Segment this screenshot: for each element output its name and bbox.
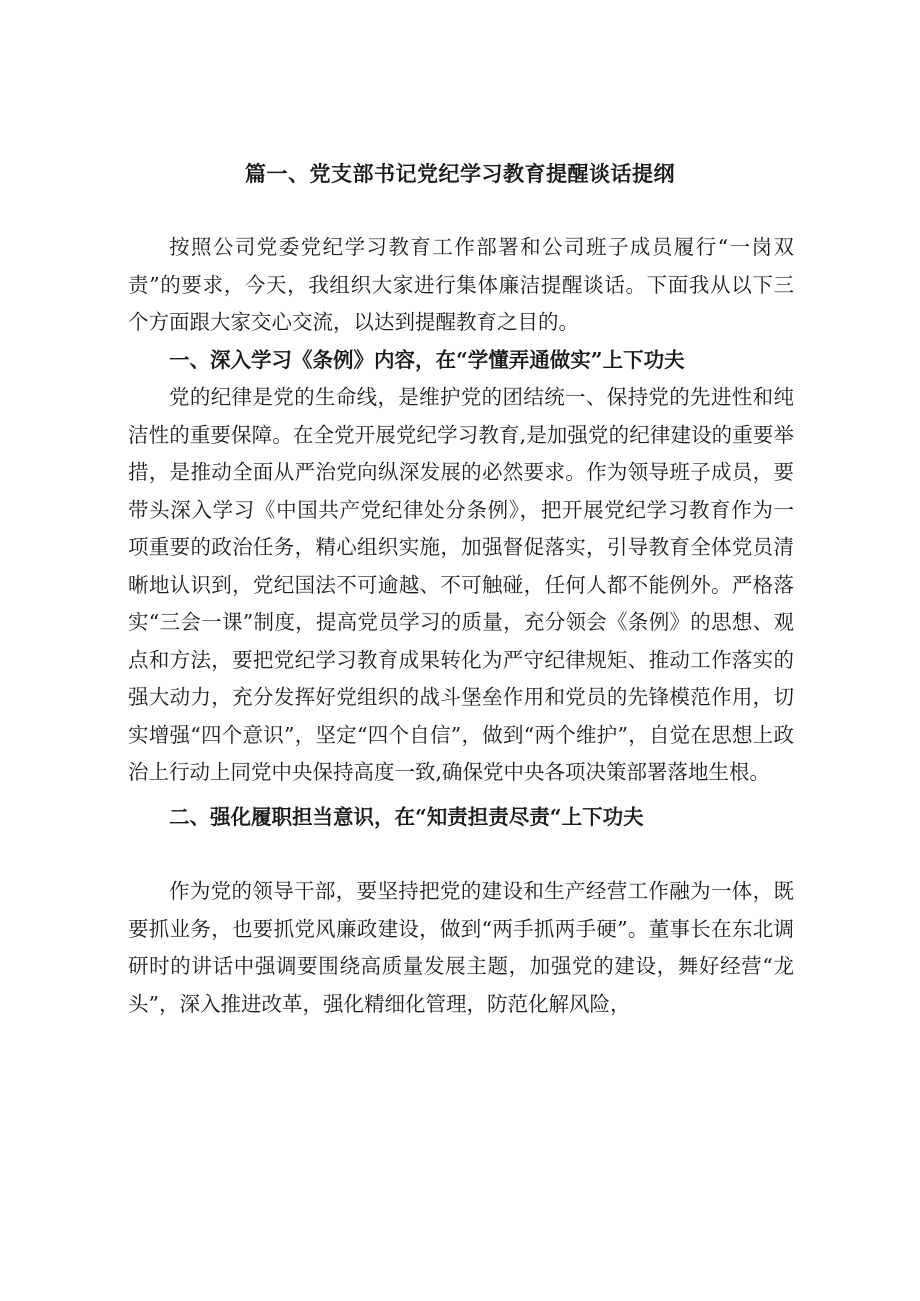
document-body (128, 229, 794, 1023)
section-heading-2: 二、强化履职担当意识，在“知责担责尽责“上下功夫 (169, 804, 644, 829)
section-heading-1: 一、深入学习《条例》内容，在“学懂弄通做实”上下功夫 (169, 347, 685, 372)
section-body-2: 作为党的领导干部，要坚持把党的建设和生产经营工作融为一体，既要抓业务，也要抓党风廉政建设，做到“两手抓两手硬”。董事长在东北调研时的讲话中强调要围绕高质量发展主题，加强党的建设，舞好经营“龙头”，深入推进改革，强化精细化管理，防范化解风险， (128, 879, 794, 1016)
document-title: 篇一、党支部书记党纪学习教育提醒谈话提纲 (245, 161, 675, 186)
section-body-1: 党的纪律是党的生命线，是维护党的团结统一、保持党的先进性和纯洁性的重要保障。在全党开展党纪学习教育,是加强党的纪律建设的重要举措，是推动全面从严治党向纵深发展的必然要求。作为领导班子成员，要带头深入学习《中国共产党纪律处分条例》，把开展党纪学习教育作为一项重要的政治任务，精心组织实施，加强督促落实，引导教育全体党员清晰地认识到，党纪国法不可逾越、不可触碰，任何人都不能例外。严格落实“三会一课”制度，提高党员学习的质量，充分领会《条例》的思想、观点和方法，要把党纪学习教育成果转化为严守纪律规矩、推动工作落实的强大动力，充分发挥好党组织的战斗堡垒作用和党员的先锋模范作用，切实增强“四个意识”，坚定“四个自信”，做到“两个维护”，自觉在思想上政治上行动上同党中央保持高度一致,确保党中央各项决策部署落地生根。 (128, 385, 794, 784)
intro-paragraph: 按照公司党委党纪学习教育工作部署和公司班子成员履行“一岗双责”的要求，今天，我组织大家进行集体廉洁提醒谈话。下面我从以下三个方面跟大家交心交流，以达到提醒教育之目的。 (128, 235, 794, 334)
